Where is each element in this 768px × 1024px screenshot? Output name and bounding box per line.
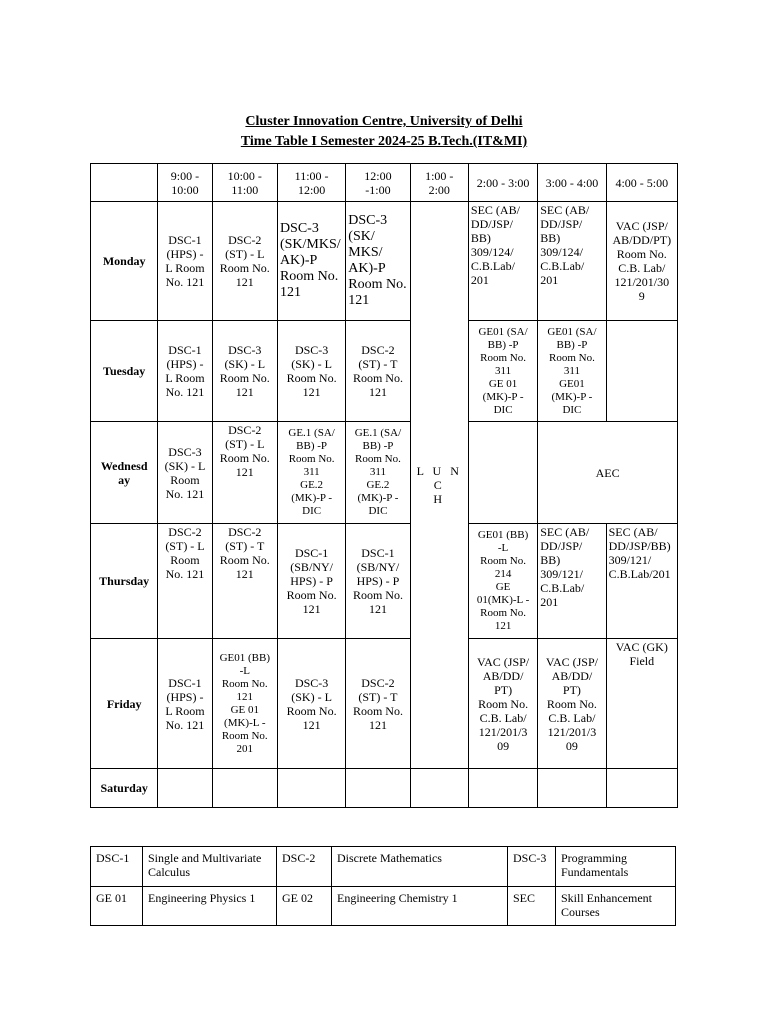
class-cell: DSC-2 (ST) - L Room No. 121 xyxy=(212,202,277,321)
empty-cell xyxy=(277,769,345,808)
class-cell: DSC-1 (SB/NY/ HPS) - P Room No. 121 xyxy=(346,524,410,639)
class-cell: GE.1 (SA/ BB) -P Room No. 311 GE.2 (MK)-P - DIC xyxy=(277,422,345,524)
day-label: Tuesday xyxy=(91,321,158,422)
day-label: Friday xyxy=(91,639,158,769)
class-cell: VAC (JSP/ AB/DD/PT) Room No. C.B. Lab/ 121/201/30 9 xyxy=(606,202,677,321)
empty-cell xyxy=(538,769,606,808)
class-cell: DSC-3 (SK) - L Room No. 121 xyxy=(158,422,212,524)
day-label: Saturday xyxy=(91,769,158,808)
class-cell xyxy=(606,321,677,422)
row-monday xyxy=(91,202,678,321)
row-thursday xyxy=(91,524,678,639)
class-cell: DSC-2 (ST) - T Room No. 121 xyxy=(346,639,410,769)
row-saturday xyxy=(91,769,678,808)
course-legend xyxy=(90,846,676,926)
class-cell: GE01 (SA/ BB) -P Room No. 311 GE01 (MK)-P - DIC xyxy=(538,321,606,422)
time-slot-header: 9:00 - 10:00 xyxy=(158,164,212,202)
day-label: Thursday xyxy=(91,524,158,639)
class-cell: DSC-3 (SK) - L Room No. 121 xyxy=(277,321,345,422)
legend-row xyxy=(91,887,676,926)
class-cell: GE01 (BB) -L Room No. 214 GE 01(MK)-L - Room No. 121 xyxy=(468,524,537,639)
class-cell: DSC-3 (SK) - L Room No. 121 xyxy=(212,321,277,422)
day-label: Wednesd ay xyxy=(91,422,158,524)
class-cell: SEC (AB/ DD/JSP/BB) 309/121/ C.B.Lab/201 xyxy=(606,524,677,639)
class-cell: GE01 (SA/ BB) -P Room No. 311 GE 01 (MK)-P - DIC xyxy=(468,321,537,422)
header-row xyxy=(91,164,678,202)
lunch-break-cell: L U N C H xyxy=(410,202,468,769)
class-cell: GE01 (BB) -L Room No. 121 GE 01 (MK)-L - Room No. 201 xyxy=(212,639,277,769)
class-cell: DSC-3 (SK) - L Room No. 121 xyxy=(277,639,345,769)
legend-course: Engineering Chemistry 1 xyxy=(332,887,508,926)
legend-code: GE 02 xyxy=(277,887,332,926)
empty-cell xyxy=(212,769,277,808)
class-cell: SEC (AB/ DD/JSP/ BB) 309/124/ C.B.Lab/ 201 xyxy=(468,202,537,321)
row-friday xyxy=(91,639,678,769)
class-cell: VAC (GK) Field xyxy=(606,639,677,769)
legend-course: Single and Multivariate Calculus xyxy=(143,847,277,887)
time-slot-header: 3:00 - 4:00 xyxy=(538,164,606,202)
legend-code: SEC xyxy=(508,887,556,926)
legend-code: DSC-3 xyxy=(508,847,556,887)
legend-code: DSC-1 xyxy=(91,847,143,887)
class-cell: VAC (JSP/ AB/DD/ PT) Room No. C.B. Lab/ 121/201/3 09 xyxy=(468,639,537,769)
time-slot-header: 2:00 - 3:00 xyxy=(468,164,537,202)
legend-course: Programming Fundamentals xyxy=(556,847,676,887)
legend-course: Skill Enhancement Courses xyxy=(556,887,676,926)
class-cell: DSC-1 (HPS) - L Room No. 121 xyxy=(158,202,212,321)
legend-code: DSC-2 xyxy=(277,847,332,887)
legend-row xyxy=(91,847,676,887)
title-institution: Cluster Innovation Centre, University of Delhi xyxy=(245,114,523,129)
class-cell: DSC-3 (SK/ MKS/ AK)-P Room No. 121 xyxy=(346,202,410,321)
day-label: Monday xyxy=(91,202,158,321)
class-cell: DSC-2 (ST) - L Room No. 121 xyxy=(212,422,277,524)
class-cell: VAC (JSP/ AB/DD/ PT) Room No. C.B. Lab/ 121/201/3 09 xyxy=(538,639,606,769)
empty-cell xyxy=(410,769,468,808)
empty-cell xyxy=(346,769,410,808)
legend-course: Engineering Physics 1 xyxy=(143,887,277,926)
time-slot-header: 11:00 - 12:00 xyxy=(277,164,345,202)
class-cell: DSC-1 (SB/NY/ HPS) - P Room No. 121 xyxy=(277,524,345,639)
empty-cell xyxy=(158,769,212,808)
timetable xyxy=(90,163,678,808)
class-cell xyxy=(468,422,537,524)
class-cell: DSC-2 (ST) - T Room No. 121 xyxy=(212,524,277,639)
class-cell: DSC-1 (HPS) - L Room No. 121 xyxy=(158,639,212,769)
time-slot-header: 10:00 - 11:00 xyxy=(212,164,277,202)
class-cell: SEC (AB/ DD/JSP/ BB) 309/121/ C.B.Lab/ 201 xyxy=(538,524,606,639)
class-cell: DSC-2 (ST) - T Room No. 121 xyxy=(346,321,410,422)
time-slot-header: 12:00 -1:00 xyxy=(346,164,410,202)
aec-cell: AEC xyxy=(538,422,678,524)
row-wednesday xyxy=(91,422,678,524)
time-slot-header: 1:00 - 2:00 xyxy=(410,164,468,202)
class-cell: GE.1 (SA/ BB) -P Room No. 311 GE.2 (MK)-P - DIC xyxy=(346,422,410,524)
empty-cell xyxy=(606,769,677,808)
legend-code: GE 01 xyxy=(91,887,143,926)
class-cell: SEC (AB/ DD/JSP/ BB) 309/124/ C.B.Lab/ 201 xyxy=(538,202,606,321)
class-cell: DSC-2 (ST) - L Room No. 121 xyxy=(158,524,212,639)
title-timetable: Time Table I Semester 2024-25 B.Tech.(IT&MI) xyxy=(240,134,528,149)
empty-cell xyxy=(468,769,537,808)
corner-cell xyxy=(91,164,158,202)
class-cell: DSC-1 (HPS) - L Room No. 121 xyxy=(158,321,212,422)
legend-course: Discrete Mathematics xyxy=(332,847,508,887)
row-tuesday xyxy=(91,321,678,422)
class-cell: DSC-3 (SK/MKS/ AK)-P Room No. 121 xyxy=(277,202,345,321)
time-slot-header: 4:00 - 5:00 xyxy=(606,164,677,202)
